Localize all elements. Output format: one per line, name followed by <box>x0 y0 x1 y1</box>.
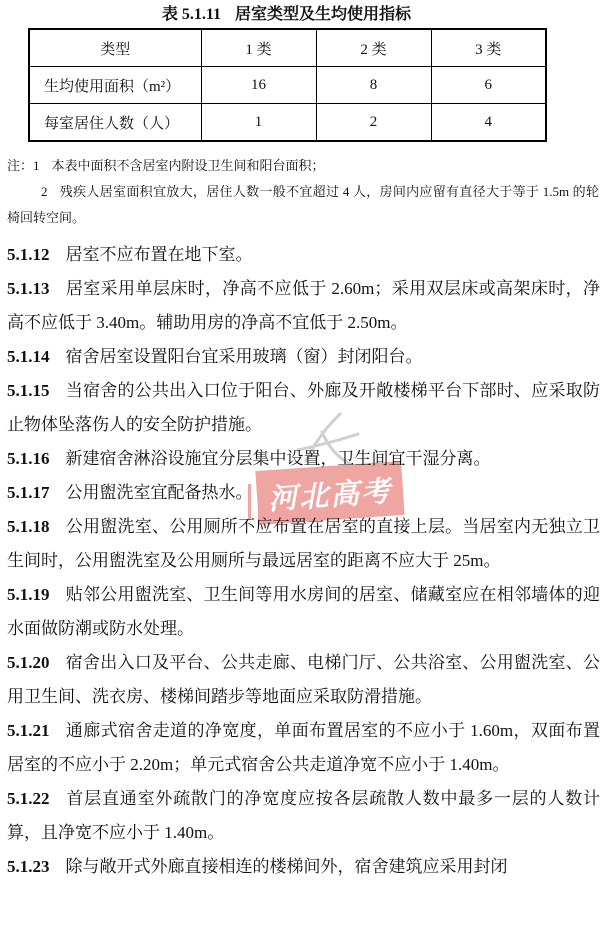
clause-number: 5.1.14 <box>7 347 50 366</box>
clause-paragraph <box>7 238 600 272</box>
table-row <box>29 104 546 142</box>
clause-number: 5.1.16 <box>7 449 50 468</box>
clause-text: 除与敞开式外廊直接相连的楼梯间外，宿舍建筑应采用封闭 <box>65 857 508 876</box>
clause-paragraph <box>7 646 600 714</box>
table-caption-title: 居室类型及生均使用指标 <box>235 6 412 23</box>
clause-paragraph <box>7 442 600 476</box>
table-cell: 1 <box>201 104 316 142</box>
clause-number: 5.1.13 <box>7 279 50 298</box>
clause-number: 5.1.21 <box>7 721 50 740</box>
spec-table <box>28 28 547 142</box>
clause-number: 5.1.17 <box>7 483 50 502</box>
table-caption-number: 表 5.1.11 <box>161 6 222 23</box>
note-prefix: 注： <box>7 158 34 173</box>
table-header-class2: 2 类 <box>316 29 431 67</box>
table-row <box>29 67 546 104</box>
clause-paragraph <box>7 476 600 510</box>
clause-number: 5.1.12 <box>7 245 50 264</box>
table-caption <box>28 5 545 25</box>
clause-number: 5.1.23 <box>7 857 50 876</box>
clause-text: 通廊式宿舍走道的净宽度，单面布置居室的不应小于 1.60m，双面布置居室的不应小于 2.20m；单元式宿舍公共走道净宽不应小于 1.40m。 <box>7 721 600 774</box>
table-cell: 6 <box>431 67 546 104</box>
clause-paragraph <box>7 510 600 578</box>
note-item <box>7 179 599 231</box>
clause-number: 5.1.22 <box>7 789 50 808</box>
clause-paragraph <box>7 782 600 850</box>
clause-paragraph <box>7 850 600 884</box>
clause-number: 5.1.18 <box>7 517 50 536</box>
clause-text: 贴邻公用盥洗室、卫生间等用水房间的居室、储藏室应在相邻墙体的迎水面做防潮或防水处理。 <box>7 585 600 638</box>
table-header-class1: 1 类 <box>201 29 316 67</box>
note-text: 残疾人居室面积宜放大，居住人数一般不宜超过 4 人，房间内应留有直径大于等于 1.5m 的轮椅回转空间。 <box>7 184 599 225</box>
clause-text: 新建宿舍淋浴设施宜分层集中设置，卫生间宜干湿分离。 <box>65 449 491 468</box>
note-text: 本表中面积不含居室内附设卫生间和阳台面积； <box>51 158 325 173</box>
table-cell: 16 <box>201 67 316 104</box>
clause-number: 5.1.19 <box>7 585 50 604</box>
clause-text: 宿舍居室设置阳台宜采用玻璃（窗）封闭阳台。 <box>65 347 423 366</box>
table-cell: 2 <box>316 104 431 142</box>
table-cell: 4 <box>431 104 546 142</box>
clause-paragraph <box>7 714 600 782</box>
table-header-row <box>29 29 546 67</box>
note-number: 2 <box>41 184 48 199</box>
clause-text: 当宿舍的公共出入口位于阳台、外廊及开敞楼梯平台下部时、应采取防止物体坠落伤人的安全防护措施。 <box>7 381 600 434</box>
clause-paragraph <box>7 374 600 442</box>
clause-text: 居室采用单层床时，净高不应低于 2.60m；采用双层床或高架床时，净高不应低于 3.40m。辅助用房的净高不宜低于 2.50m。 <box>7 279 600 332</box>
clause-text: 公用盥洗室宜配备热水。 <box>65 483 253 502</box>
table-row-label: 生均使用面积（m²） <box>29 67 201 104</box>
clause-list <box>0 238 603 884</box>
clause-number: 5.1.20 <box>7 653 50 672</box>
table-cell: 8 <box>316 67 431 104</box>
clause-paragraph <box>7 340 600 374</box>
watermark-text: 河北高考 <box>267 475 394 516</box>
clause-text: 首层直通室外疏散门的净宽度应按各层疏散人数中最多一层的人数计算，且净宽不应小于 1.40m。 <box>7 789 600 842</box>
clause-paragraph <box>7 272 600 340</box>
note-number: 1 <box>33 158 40 173</box>
table-header-type: 类型 <box>29 29 201 67</box>
clause-text: 居室不应布置在地下室。 <box>65 245 253 264</box>
note-item <box>7 153 599 179</box>
clause-paragraph <box>7 578 600 646</box>
table-notes <box>0 153 603 231</box>
table-header-class3: 3 类 <box>431 29 546 67</box>
clause-text: 公用盥洗室、公用厕所不应布置在居室的直接上层。当居室内无独立卫生间时，公用盥洗室及公用厕所与最远居室的距离不应大于 25m。 <box>7 517 600 570</box>
clause-text: 宿舍出入口及平台、公共走廊、电梯门厅、公共浴室、公用盥洗室、公用卫生间、洗衣房、楼梯间踏步等地面应采取防滑措施。 <box>7 653 600 706</box>
table-row-label: 每室居住人数（人） <box>29 104 201 142</box>
clause-number: 5.1.15 <box>7 381 50 400</box>
